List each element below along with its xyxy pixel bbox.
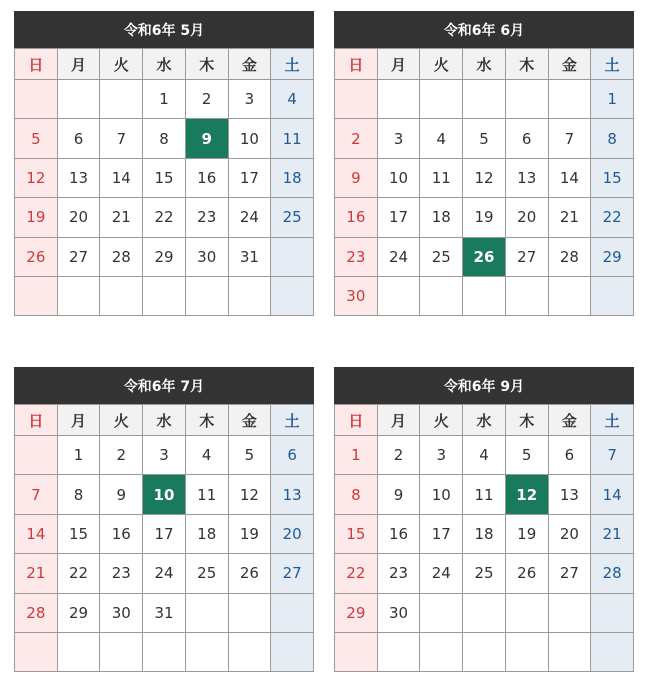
day-cell: 20 (271, 515, 314, 554)
weekday-header: 日 (15, 49, 58, 80)
day-cell: 8 (335, 475, 378, 514)
day-cell: 23 (378, 554, 421, 593)
day-cell: 16 (100, 515, 143, 554)
weekday-header: 金 (229, 405, 272, 436)
empty-day-cell (549, 633, 592, 672)
empty-day-cell (143, 277, 186, 316)
weekday-header: 月 (58, 49, 101, 80)
day-cell: 27 (506, 238, 549, 277)
day-cell: 12 (463, 159, 506, 198)
day-cell: 25 (463, 554, 506, 593)
day-cell: 7 (100, 119, 143, 158)
empty-day-cell (463, 594, 506, 633)
empty-day-cell (549, 277, 592, 316)
empty-day-cell (229, 594, 272, 633)
empty-day-cell (591, 277, 634, 316)
day-cell: 20 (549, 515, 592, 554)
day-cell: 8 (143, 119, 186, 158)
empty-day-cell (591, 633, 634, 672)
calendar-title: 令和6年 9月 (334, 367, 634, 404)
day-cell: 13 (58, 159, 101, 198)
empty-day-cell (335, 80, 378, 119)
empty-day-cell (58, 80, 101, 119)
day-cell: 17 (229, 159, 272, 198)
day-cell: 8 (58, 475, 101, 514)
day-cell: 9 (100, 475, 143, 514)
weekday-header: 水 (143, 49, 186, 80)
day-cell: 23 (100, 554, 143, 593)
day-cell: 20 (506, 198, 549, 237)
day-cell: 7 (15, 475, 58, 514)
empty-day-cell (420, 277, 463, 316)
day-cell: 26 (15, 238, 58, 277)
day-cell: 16 (335, 198, 378, 237)
day-cell: 16 (378, 515, 421, 554)
empty-day-cell (378, 80, 421, 119)
day-cell: 4 (463, 436, 506, 475)
day-cell: 2 (186, 80, 229, 119)
day-cell: 19 (506, 515, 549, 554)
weekday-header: 月 (58, 405, 101, 436)
highlighted-day-cell: 26 (463, 238, 506, 277)
day-cell: 28 (15, 594, 58, 633)
empty-day-cell (420, 633, 463, 672)
day-cell: 23 (186, 198, 229, 237)
weekday-header: 火 (420, 405, 463, 436)
calendar-may (14, 11, 314, 316)
empty-day-cell (378, 277, 421, 316)
highlighted-day-cell: 10 (143, 475, 186, 514)
day-cell: 18 (186, 515, 229, 554)
day-cell: 19 (229, 515, 272, 554)
day-cell: 29 (58, 594, 101, 633)
day-cell: 18 (463, 515, 506, 554)
calendar-title: 令和6年 6月 (334, 11, 634, 48)
day-cell: 17 (378, 198, 421, 237)
empty-day-cell (420, 80, 463, 119)
weekday-header: 水 (463, 49, 506, 80)
day-cell: 18 (420, 198, 463, 237)
empty-day-cell (549, 594, 592, 633)
day-cell: 21 (591, 515, 634, 554)
calendar-grid (334, 404, 634, 672)
day-cell: 1 (143, 80, 186, 119)
day-cell: 9 (378, 475, 421, 514)
weekday-header: 木 (186, 49, 229, 80)
calendar-july (14, 367, 314, 672)
day-cell: 2 (378, 436, 421, 475)
day-cell: 7 (549, 119, 592, 158)
day-cell: 29 (591, 238, 634, 277)
day-cell: 31 (143, 594, 186, 633)
day-cell: 11 (463, 475, 506, 514)
weekday-header: 火 (420, 49, 463, 80)
day-cell: 1 (591, 80, 634, 119)
day-cell: 25 (271, 198, 314, 237)
day-cell: 7 (591, 436, 634, 475)
day-cell: 1 (335, 436, 378, 475)
weekday-header: 月 (378, 405, 421, 436)
calendar-june (334, 11, 634, 316)
day-cell: 21 (549, 198, 592, 237)
day-cell: 4 (186, 436, 229, 475)
weekday-header: 木 (506, 405, 549, 436)
weekday-header: 水 (143, 405, 186, 436)
weekday-header: 土 (591, 49, 634, 80)
day-cell: 22 (335, 554, 378, 593)
day-cell: 12 (15, 159, 58, 198)
day-cell: 3 (229, 80, 272, 119)
day-cell: 14 (15, 515, 58, 554)
day-cell: 8 (591, 119, 634, 158)
calendar-title: 令和6年 7月 (14, 367, 314, 404)
weekday-header: 木 (506, 49, 549, 80)
day-cell: 15 (143, 159, 186, 198)
empty-day-cell (335, 633, 378, 672)
day-cell: 11 (420, 159, 463, 198)
day-cell: 31 (229, 238, 272, 277)
empty-day-cell (15, 277, 58, 316)
day-cell: 5 (506, 436, 549, 475)
empty-day-cell (271, 594, 314, 633)
day-cell: 4 (271, 80, 314, 119)
day-cell: 13 (271, 475, 314, 514)
day-cell: 14 (549, 159, 592, 198)
weekday-header: 日 (15, 405, 58, 436)
day-cell: 20 (58, 198, 101, 237)
day-cell: 15 (58, 515, 101, 554)
empty-day-cell (15, 80, 58, 119)
empty-day-cell (271, 238, 314, 277)
empty-day-cell (186, 277, 229, 316)
day-cell: 27 (271, 554, 314, 593)
day-cell: 3 (420, 436, 463, 475)
day-cell: 22 (143, 198, 186, 237)
day-cell: 6 (506, 119, 549, 158)
empty-day-cell (15, 436, 58, 475)
calendar-september (334, 367, 634, 672)
day-cell: 24 (229, 198, 272, 237)
calendar-grid (14, 48, 314, 316)
day-cell: 26 (506, 554, 549, 593)
empty-day-cell (506, 80, 549, 119)
day-cell: 21 (15, 554, 58, 593)
empty-day-cell (420, 594, 463, 633)
day-cell: 15 (335, 515, 378, 554)
weekday-header: 金 (549, 49, 592, 80)
day-cell: 25 (186, 554, 229, 593)
empty-day-cell (506, 594, 549, 633)
day-cell: 2 (100, 436, 143, 475)
day-cell: 21 (100, 198, 143, 237)
empty-day-cell (186, 594, 229, 633)
day-cell: 2 (335, 119, 378, 158)
empty-day-cell (100, 633, 143, 672)
day-cell: 10 (420, 475, 463, 514)
day-cell: 24 (420, 554, 463, 593)
day-cell: 10 (378, 159, 421, 198)
day-cell: 19 (15, 198, 58, 237)
highlighted-day-cell: 12 (506, 475, 549, 514)
day-cell: 23 (335, 238, 378, 277)
weekday-header: 水 (463, 405, 506, 436)
day-cell: 1 (58, 436, 101, 475)
weekday-header: 月 (378, 49, 421, 80)
day-cell: 5 (463, 119, 506, 158)
day-cell: 6 (549, 436, 592, 475)
empty-day-cell (58, 277, 101, 316)
day-cell: 22 (58, 554, 101, 593)
day-cell: 27 (58, 238, 101, 277)
day-cell: 24 (378, 238, 421, 277)
day-cell: 24 (143, 554, 186, 593)
day-cell: 30 (100, 594, 143, 633)
empty-day-cell (463, 633, 506, 672)
day-cell: 26 (229, 554, 272, 593)
empty-day-cell (58, 633, 101, 672)
weekday-header: 日 (335, 405, 378, 436)
day-cell: 13 (549, 475, 592, 514)
weekday-header: 土 (591, 405, 634, 436)
empty-day-cell (549, 80, 592, 119)
empty-day-cell (271, 277, 314, 316)
day-cell: 14 (100, 159, 143, 198)
empty-day-cell (271, 633, 314, 672)
day-cell: 12 (229, 475, 272, 514)
day-cell: 15 (591, 159, 634, 198)
empty-day-cell (100, 277, 143, 316)
day-cell: 14 (591, 475, 634, 514)
empty-day-cell (15, 633, 58, 672)
day-cell: 3 (378, 119, 421, 158)
day-cell: 16 (186, 159, 229, 198)
weekday-header: 金 (229, 49, 272, 80)
highlighted-day-cell: 9 (186, 119, 229, 158)
day-cell: 17 (143, 515, 186, 554)
day-cell: 22 (591, 198, 634, 237)
day-cell: 30 (378, 594, 421, 633)
empty-day-cell (463, 80, 506, 119)
day-cell: 19 (463, 198, 506, 237)
calendar-title: 令和6年 5月 (14, 11, 314, 48)
day-cell: 9 (335, 159, 378, 198)
weekday-header: 火 (100, 49, 143, 80)
empty-day-cell (463, 277, 506, 316)
empty-day-cell (506, 277, 549, 316)
weekday-header: 土 (271, 405, 314, 436)
day-cell: 4 (420, 119, 463, 158)
day-cell: 28 (549, 238, 592, 277)
day-cell: 11 (271, 119, 314, 158)
empty-day-cell (100, 80, 143, 119)
day-cell: 30 (335, 277, 378, 316)
weekday-header: 木 (186, 405, 229, 436)
day-cell: 28 (100, 238, 143, 277)
day-cell: 5 (15, 119, 58, 158)
weekday-header: 金 (549, 405, 592, 436)
day-cell: 3 (143, 436, 186, 475)
empty-day-cell (591, 594, 634, 633)
weekday-header: 土 (271, 49, 314, 80)
day-cell: 18 (271, 159, 314, 198)
day-cell: 27 (549, 554, 592, 593)
day-cell: 11 (186, 475, 229, 514)
weekday-header: 日 (335, 49, 378, 80)
empty-day-cell (378, 633, 421, 672)
empty-day-cell (506, 633, 549, 672)
day-cell: 10 (229, 119, 272, 158)
day-cell: 30 (186, 238, 229, 277)
empty-day-cell (229, 633, 272, 672)
day-cell: 6 (271, 436, 314, 475)
day-cell: 5 (229, 436, 272, 475)
calendar-grid (334, 48, 634, 316)
day-cell: 28 (591, 554, 634, 593)
day-cell: 29 (335, 594, 378, 633)
empty-day-cell (229, 277, 272, 316)
calendar-grid (14, 404, 314, 672)
day-cell: 25 (420, 238, 463, 277)
day-cell: 13 (506, 159, 549, 198)
day-cell: 17 (420, 515, 463, 554)
day-cell: 6 (58, 119, 101, 158)
empty-day-cell (143, 633, 186, 672)
weekday-header: 火 (100, 405, 143, 436)
empty-day-cell (186, 633, 229, 672)
day-cell: 29 (143, 238, 186, 277)
